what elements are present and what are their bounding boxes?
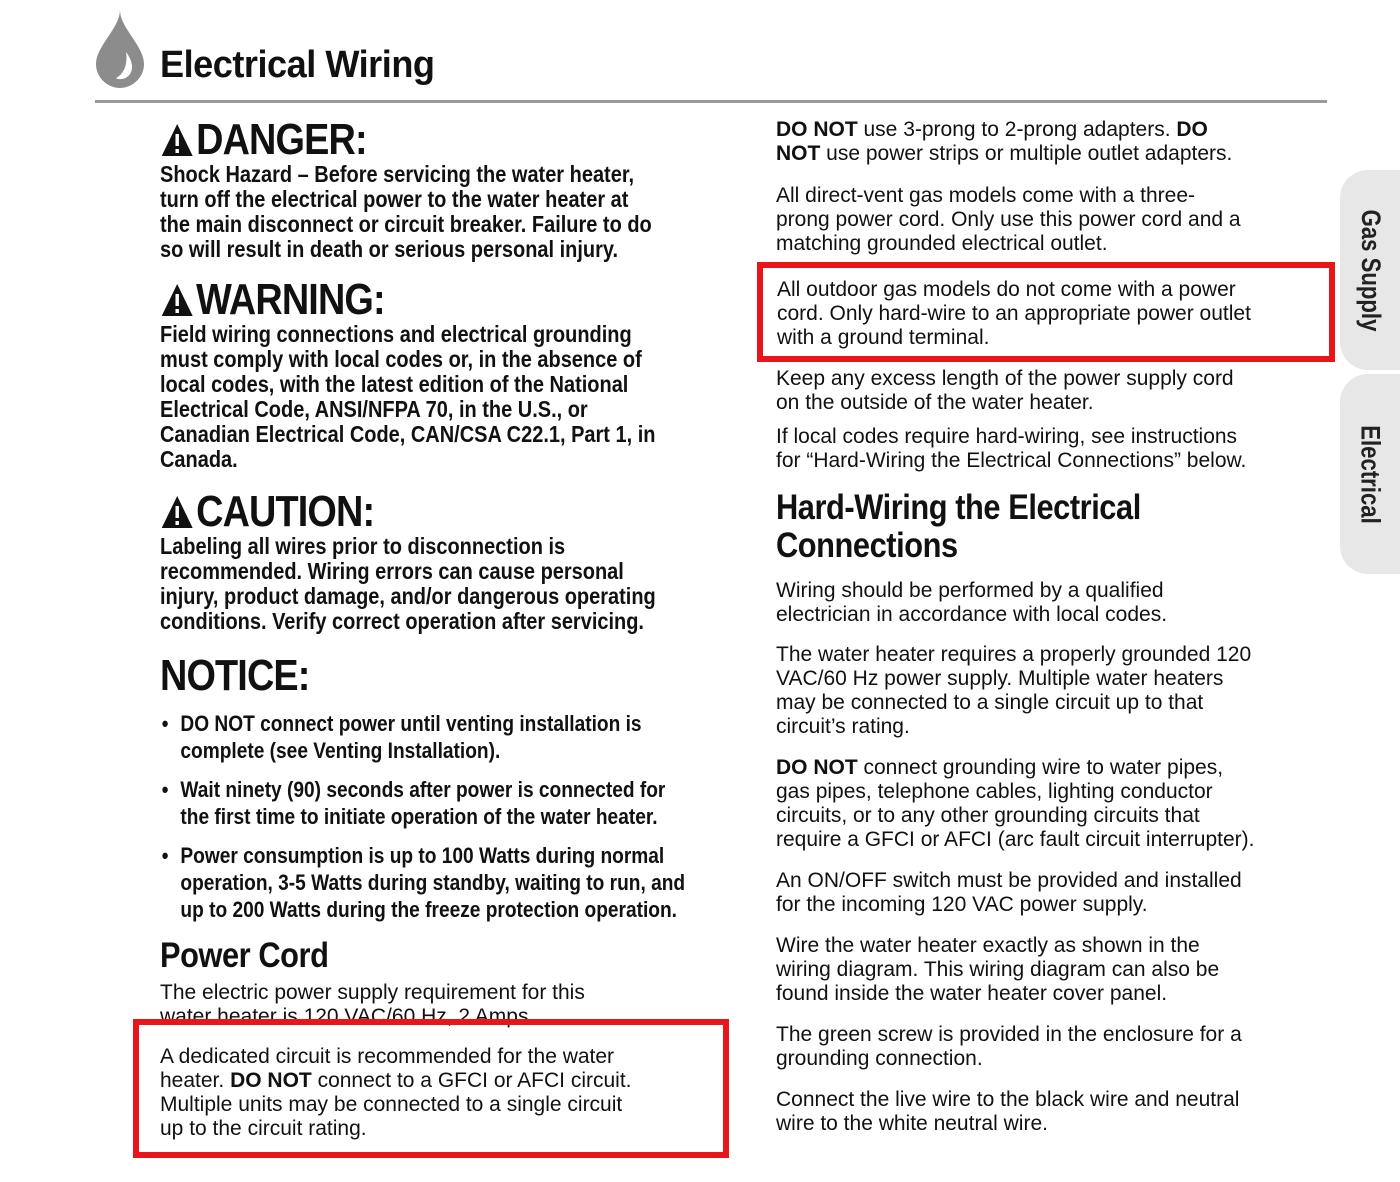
- dedicated-circuit-text: A dedicated circuit is recommended for the water heater. DO NOT connect to a GFCI or AFCI circuit. Multiple units may be connected to a single circuit up to the circuit rating.: [160, 1045, 632, 1140]
- on-off-switch-text: An ON/OFF switch must be provided and installed for the incoming 120 VAC power supply.: [776, 869, 1242, 916]
- list-item: • DO NOT connect power until venting installation is complete (see Venting Installation).: [160, 710, 742, 764]
- water-drop-icon: [90, 8, 148, 88]
- caution-block: [160, 487, 720, 634]
- title-divider: [95, 100, 1327, 103]
- tab-electrical[interactable]: Electrical: [1340, 374, 1400, 574]
- power-requirement-text: The electric power supply requirement for this water heater is 120 VAC/60 Hz, 2 Amps.: [160, 981, 585, 1028]
- page-title: Electrical Wiring: [160, 44, 435, 86]
- left-column: [160, 115, 720, 1029]
- danger-block: [160, 115, 720, 262]
- tab-gas-supply[interactable]: Gas Supply: [1340, 170, 1400, 370]
- list-item: • Wait ninety (90) seconds after power is connected for the first time to initiate operation of the water heater.: [160, 776, 742, 830]
- qualified-electrician-text: Wiring should be performed by a qualified electrician in accordance with local codes.: [776, 579, 1168, 626]
- caution-text: Labeling all wires prior to disconnection is recommended. Wiring errors can cause personal injury, product damage, and/or dangerous operating conditions. Verify correct operation after servicing.: [160, 533, 656, 634]
- warning-text: Field wiring connections and electrical grounding must comply with local codes or, in the absence of local codes, with the latest edition of the National Electrical Code, ANSI/NFPA 70, in the U.S., or Canadian Electrical Code, CAN/CSA C22.1, Part 1, in Canada.: [160, 321, 656, 472]
- power-supply-requirement-text: The water heater requires a properly grounded 120 VAC/60 Hz power supply. Multiple water heaters may be connected to a single circuit up to that circuit’s rating.: [776, 643, 1252, 738]
- warning-block: [160, 275, 720, 472]
- power-cord-heading: Power Cord: [160, 936, 329, 975]
- warning-triangle-icon: [160, 494, 194, 530]
- hard-wiring-heading: Hard-Wiring the Electrical Connections: [776, 488, 1141, 565]
- warning-heading: WARNING:: [160, 278, 642, 322]
- grounding-warning-text: DO NOT connect grounding wire to water pipes, gas pipes, telephone cables, lighting conductor circuits, or to any other grounding circuits that require a GFCI or AFCI (arc fault circuit interrupter).: [776, 756, 1255, 851]
- wiring-diagram-text: Wire the water heater exactly as shown in the wiring diagram. This wiring diagram can also be found inside the water heater cover panel.: [776, 934, 1220, 1005]
- list-item: • Power consumption is up to 100 Watts during normal operation, 3-5 Watts during standby, waiting to run, and up to 200 Watts during the freeze protection operation.: [160, 842, 742, 923]
- notice-block: [160, 651, 720, 923]
- excess-cord-text: Keep any excess length of the power supply cord on the outside of the water heater.: [776, 367, 1234, 414]
- caution-heading: CAUTION:: [160, 490, 642, 534]
- danger-text: Shock Hazard – Before servicing the water heater, turn off the electrical power to the water heater at the main disconnect or circuit breaker. Failure to do so will result in death or serious personal injury.: [160, 161, 652, 262]
- adapters-text: DO NOT use 3-prong to 2-prong adapters. DO NOT use power strips or multiple outlet adapters.: [776, 118, 1233, 165]
- right-column: [776, 118, 1331, 256]
- live-wire-text: Connect the live wire to the black wire and neutral wire to the white neutral wire.: [776, 1088, 1240, 1135]
- local-codes-text: If local codes require hard-wiring, see instructions for “Hard-Wiring the Electrical Connections” below.: [776, 425, 1247, 472]
- dedicated-circuit-highlight-box: [133, 1019, 729, 1158]
- direct-vent-text: All direct-vent gas models come with a three- prong power cord. Only use this power cord and a matching grounded electrical outlet.: [776, 184, 1241, 255]
- danger-heading: DANGER:: [160, 118, 642, 162]
- warning-triangle-icon: [160, 282, 194, 318]
- notice-list: [160, 710, 720, 923]
- warning-triangle-icon: [160, 122, 194, 158]
- notice-heading: NOTICE:: [160, 651, 310, 700]
- outdoor-models-text: All outdoor gas models do not come with a power cord. Only hard-wire to an appropriate power outlet with a ground terminal.: [777, 278, 1251, 349]
- green-screw-text: The green screw is provided in the enclosure for a grounding connection.: [776, 1023, 1242, 1070]
- outdoor-models-highlight-box: [757, 262, 1335, 362]
- right-column-lower: [776, 367, 1336, 1136]
